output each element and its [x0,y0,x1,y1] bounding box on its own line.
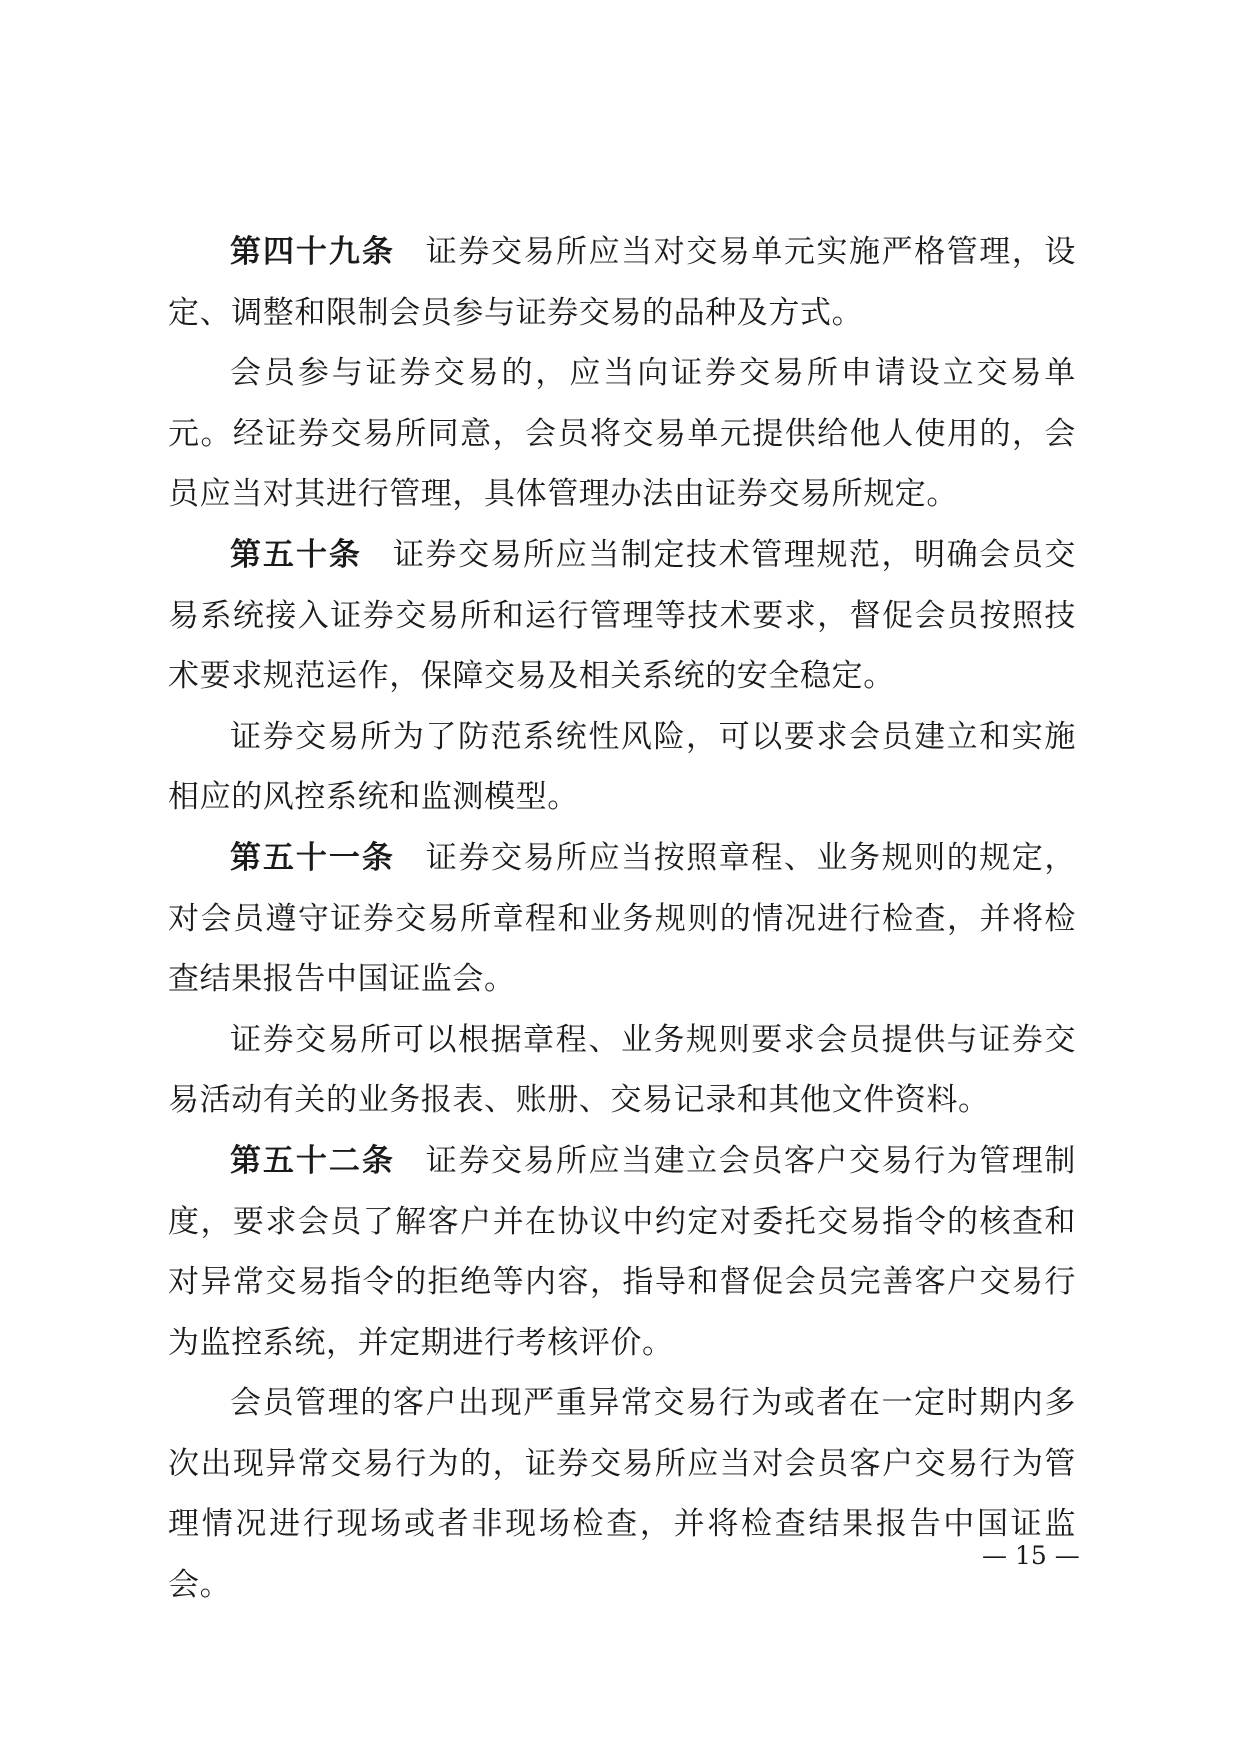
article-52-clause-2-text: 会员管理的客户出现严重异常交易行为或者在一定时期内多次出现异常交易行为的，证券交易所应当对会员客户交易行为管理情况进行现场或者非现场检查，并将检查结果报告中国证监会。 [168,1385,1076,1604]
article-52-text: 证券交易所应当建立会员客户交易行为管理制度，要求会员了解客户并在协议中约定对委托交易指令的核查和对异常交易指令的拒绝等内容，指导和督促会员完善客户交易行为监控系统，并定期进行考核评价。 [168,1142,1077,1361]
article-50-clause-2 [168,707,1076,828]
article-51-title: 第五十一条 [230,839,395,876]
article-50-text: 证券交易所应当制定技术管理规范，明确会员交易系统接入证券交易所和运行管理等技术要求，督促会员按照技术要求规范运作，保障交易及相关系统的安全稳定。 [168,536,1076,695]
article-50-title: 第五十条 [230,536,362,573]
article-51-text: 证券交易所应当按照章程、业务规则的规定，对会员遵守证券交易所章程和业务规则的情况进行检查，并将检查结果报告中国证监会。 [168,839,1077,998]
page-number: — 15 — [982,1541,1080,1570]
article-51-clause-2-text: 证券交易所可以根据章程、业务规则要求会员提供与证券交易活动有关的业务报表、账册、交易记录和其他文件资料。 [168,1021,1076,1119]
article-52-paragraph [168,1131,1076,1373]
article-49-paragraph [168,222,1076,343]
article-49-clause-2-text: 会员参与证券交易的，应当向证券交易所申请设立交易单元。经证券交易所同意，会员将交易单元提供给他人使用的，会员应当对其进行管理，具体管理办法由证券交易所规定。 [168,355,1076,513]
article-49-text: 证券交易所应当对交易单元实施严格管理，设定、调整和限制会员参与证券交易的品种及方式。 [168,234,1077,331]
article-49-title: 第四十九条 [230,234,395,270]
article-52-title: 第五十二条 [230,1142,395,1179]
document-body [168,222,1076,1616]
article-51-paragraph [168,828,1076,1010]
article-51-clause-2 [168,1010,1076,1131]
article-49-clause-2 [168,343,1076,525]
article-52-clause-2 [168,1373,1076,1615]
article-50-paragraph [168,525,1076,707]
article-50-clause-2-text: 证券交易所为了防范系统性风险，可以要求会员建立和实施相应的风控系统和监测模型。 [168,718,1076,816]
